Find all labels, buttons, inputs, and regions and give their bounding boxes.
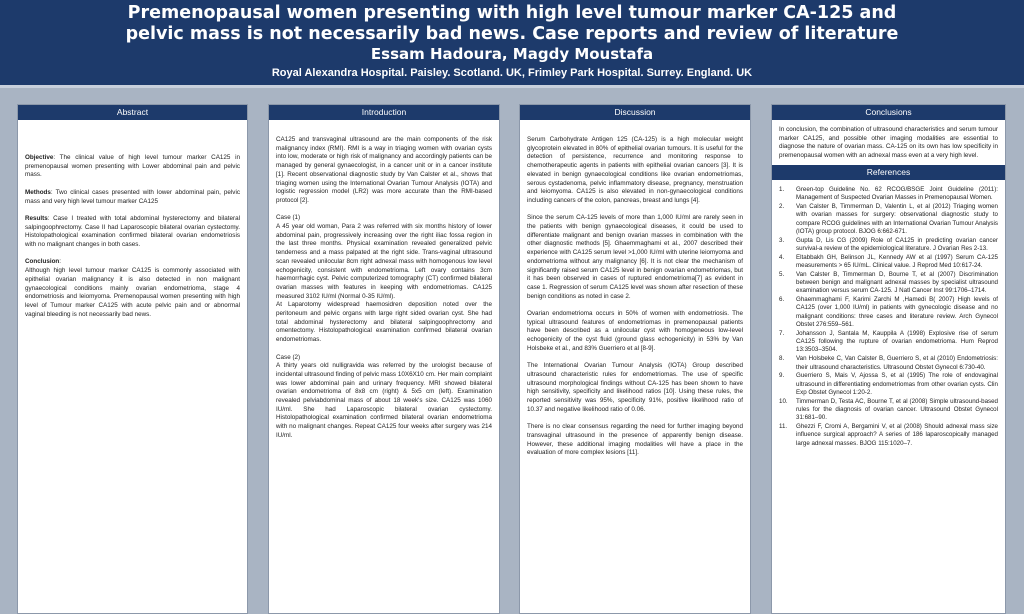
conclusion-text: Although high level tumour marker CA125 is commonly associated with epithelial ovarian malignancy it is also detected in non malignant gynaecological conditions mainly ovarian endometrioma, stage 4 endometriosis and leiomyoma. Premenopausal women presenting with high level of Tumour marker CA125 with acute pelvic pain and or abnormal vaginal bleeding is not necessarily bad news. bbox=[25, 267, 240, 318]
reference-number: 5. bbox=[779, 270, 785, 278]
reference-item bbox=[779, 296, 998, 329]
reference-text: Ghezzi F, Cromi A, Bergamini V, et al (2008) Should adnexal mass size influence surgical approach? A series of 186 laparoscopically managed large adnexal masses. BJOG 115:1020–7. bbox=[796, 423, 998, 447]
results-text: : Case I treated with total abdominal hysterectomy and bilateral salpingoophrectomy. Case II had Laparoscopic bilateral ovarian cystectomy. Histolopathological examination confirmed bilateral ovarian endometriosis with no malignant changes in both cases. bbox=[25, 214, 240, 248]
title-line-1: Premenopausal women presenting with high level tumour marker CA-125 and bbox=[127, 3, 897, 23]
results-label: Results bbox=[25, 214, 48, 222]
abstract-body bbox=[18, 120, 247, 319]
case1-title: Case (1) bbox=[276, 214, 301, 222]
abstract-results bbox=[25, 215, 240, 250]
conclusion-label: Conclusion bbox=[25, 258, 60, 266]
reference-number: 6. bbox=[779, 296, 785, 304]
reference-item bbox=[779, 355, 998, 372]
poster-title bbox=[0, 0, 1024, 45]
reference-item bbox=[779, 203, 998, 236]
reference-text: Ghaemmaghami F, Karimi Zarchi M ,Hamedi B( 2007) High levels of CA125 (over 1,000 IU/ml) in patients with gynecologic disease and no malignant conditions: three cases and literature review. Arch Gynecol Obstet 276:559–561. bbox=[796, 296, 998, 329]
reference-item bbox=[779, 372, 998, 397]
abstract-methods bbox=[25, 189, 240, 206]
reference-number: 4. bbox=[779, 253, 785, 261]
case1-text: A 45 year old woman, Para 2 was referred with six months history of lower abdominal pain, progressively increasing over the right iliac fossa region in the last three months. Physical examination revealed generalized pelvic tenderness and a mass palpated at the right side. Trans-vaginal ultrasound scan revealed unilocular 8cm right adnexal mass with homogenous low level echogenicity, consistent with endometrioma. Left ovary contains 3cm haemorrhagic cyst. Pelvic computerized tomography (CT) confirmed bilateral ovarian masses with features in keeping with endometriomas. CA125 measured 3102 IU/ml (Normal 0-35 IU/ml). bbox=[276, 223, 492, 300]
reference-number: 1. bbox=[779, 185, 785, 193]
reference-number: 10. bbox=[779, 397, 788, 405]
reference-text: Van Holsbeke C, Van Calster B, Guerriero S, et al (2010) Endometriosis: their ultrasound characteristics. Ultrasound Obstet Gynecol 6:730-40. bbox=[796, 355, 998, 371]
case2-text: A thirty years old nulligravida was referred by the urologist because of incidental ultrasound finding of pelvic mass 10X6X10 cm. Her main complaint was lower abdominal pain and urinary frequency. MRI showed bilateral ovarian endometrioma of 8x8 cm (right) & 5x5 cm (left). Examination revealed pelviabdominal mass of about 18 week's size. CA125 was 1060 IU/ml. She had Laparoscopic bilateral ovarian cystectomy. Histolopathological examination confirmed bilateral ovarian endometrioma with no malignant changes. Repeat CA125 four weeks after surgery was 214 IU/ml. bbox=[276, 362, 492, 439]
reference-item bbox=[779, 398, 998, 423]
reference-number: 11. bbox=[779, 423, 788, 431]
methods-label: Methods bbox=[25, 188, 51, 196]
reference-number: 3. bbox=[779, 236, 785, 244]
reference-text: Gupta D, Lis CG (2009) Role of CA125 in predicting ovarian cancer survival-a review of the epidemiological literature. J Ovarian Res 2-13. bbox=[796, 236, 998, 252]
reference-item bbox=[779, 237, 998, 254]
discussion-paragraph-2: Since the serum CA-125 levels of more than 1,000 IU/ml are rarely seen in the patients with benign gynaecological diseases, it could be used to differentiate malignant and benign ovarian masses in combination with the other diagnostic methods [5]. Ghaemmaghami et al., 2007 described their experience with CA125 serum level >1,000 IU/ml with uterine leiomyoma and endometrioma without any malignancy [6]. It is not clear the mechanism of significantly raised serum CA125 level in benign ovarian endometriomas, but it has been observed in cases of ruptured endometrioma[7] as evident in case 1. Regression of serum CA125 level was shown after resection of these benign conditions as noted in case 2. bbox=[527, 214, 743, 300]
reference-item bbox=[779, 254, 998, 271]
reference-item bbox=[779, 423, 998, 448]
discussion-paragraph-5: There is no clear consensus regarding the need for further imaging beyond transvaginal ultrasound in the presence of apparently benign disease. However, these additional imaging modalities will have a place in the evaluation of more complex lesions [11]. bbox=[527, 423, 743, 457]
case2-title: Case (2) bbox=[276, 353, 301, 361]
reference-item bbox=[779, 186, 998, 203]
discussion-panel bbox=[519, 104, 751, 614]
discussion-paragraph-4: The International Ovarian Tumour Analysis (IOTA) Group described ultrasound characteristic rules for endometriomas. The use of specific ultrasound morphological findings without CA-125 has been shown to have high sensitivity, specificity and likelihood ratios [10]. Using these rules, the reported sensitivity was 95%, specificity 91%, positive likelihood ratio of 10.37 and negative likelihood ratio of 0.06. bbox=[527, 362, 743, 413]
references-heading: References bbox=[772, 165, 1005, 180]
discussion-paragraph-3: Ovarian endometrioma occurs in 50% of women with endometriosis. The typical ultrasound features of endometriomas in premenopausal patients have been described as a unilocular cyst with homogeneous low-level echogenicity of the cyst fluid (ground glass echogenicity) in 53% by Van Holsbeke et al., and 83% Guerriero et al [8-9]. bbox=[527, 310, 743, 352]
reference-number: 9. bbox=[779, 372, 785, 380]
reference-text: Guerriero S, Mais V, Ajossa S, et al (1995) The role of endovaginal ultrasound in differentiating endometriomas from other ovarian cysts. Clin Exp Obstet Gynecol 1:20-2. bbox=[796, 372, 998, 396]
reference-text: Van Calster B, Timmerman D, Valentin L, et al (2012) Triaging women with ovarian masses for surgery: observational diagnostic study to compare RCOG guidelines with an International Ovarian Tumour Analysis (IOTA) group protocol. BJOG 6:662-671. bbox=[796, 202, 998, 235]
conclusions-body bbox=[772, 120, 1005, 161]
reference-item bbox=[779, 330, 998, 355]
objective-text: : The clinical value of high level tumour marker CA125 in premenopausal women presenting with Lower abdominal pain and pelvic mass. bbox=[25, 154, 240, 179]
reference-text: Van Calster B, Timmerman D, Bourne T, et al (2007) Discrimination between benign and malignant adnexal masses by specialist ultrasound examination versus serum CA-125. J Natl Cancer Inst 99:1706–1714. bbox=[796, 270, 998, 295]
reference-number: 8. bbox=[779, 355, 785, 363]
methods-text: : Two clinical cases presented with lower abdominal pain, pelvic mass and very high level tumour marker CA125 bbox=[25, 188, 240, 205]
discussion-body bbox=[520, 120, 750, 458]
conclusion-colon: : bbox=[59, 258, 62, 266]
case1-text-2: At Laparotomy widespread haemosidren deposition noted over the peritoneum and pelvic organs with large right sided ovarian cyst. She had total abdominal hysterectomy and bilateral salpingoophrectomy and omentectomy. Histolopathological examination confirmed bilateral ovarian endometriomas. bbox=[276, 301, 492, 344]
abstract-panel bbox=[17, 104, 248, 614]
authors: Essam Hadoura, Magdy Moustafa bbox=[370, 45, 654, 63]
abstract-conclusion bbox=[25, 258, 240, 319]
intro-paragraph: CA125 and transvaginal ultrasound are the main components of the risk malignancy index (RMI). RMI is a way in triaging women with ovarian cysts into low, moderate or high risk of malignancy and accordingly patients can be managed by general gynaecologist, in a cancer unit or in a cancer institute [1]. Recent observational diagnostic study by Van Calster et al., shows that triaging women using the International Ovarian Tumour Analysis (IOTA) and logistic regression model (LR2) was more accurate than the RMI-based protocol [2]. bbox=[276, 136, 492, 204]
reference-text: Johansson J, Santala M, Kauppila A (1998) Explosive rise of serum CA125 following the rupture of ovarian endometrioma. Hum Reprod 13:3503–3504. bbox=[796, 329, 998, 354]
poster-header bbox=[0, 0, 1024, 88]
affiliation: Royal Alexandra Hospital. Paisley. Scotland. UK, Frimley Park Hospital. Surrey. England. UK bbox=[271, 67, 753, 79]
introduction-heading: Introduction bbox=[269, 105, 499, 120]
reference-text: Green-top Guideline No. 62 RCOG/BSGE Joint Guideline (2011): Management of Suspected Ovarian Masses in Premenopausal Women. bbox=[796, 185, 998, 202]
introduction-body bbox=[269, 120, 499, 441]
conclusions-text: In conclusion, the combination of ultrasound characteristics and serum tumour marker CA125, and possible other imaging modalities are essential to diagnose the nature of ovarian mass. CA-125 on its own has low specificity in premenopausal women with an adnexal mass even at a very high level. bbox=[779, 126, 998, 160]
reference-item bbox=[779, 271, 998, 296]
conclusions-heading: Conclusions bbox=[772, 105, 1005, 120]
abstract-objective bbox=[25, 154, 240, 180]
discussion-heading: Discussion bbox=[520, 105, 750, 120]
objective-label: Objective bbox=[25, 154, 54, 161]
discussion-paragraph-1: Serum Carbohydrate Antigen 125 (CA-125) is a high molecular weight glycoprotein elevated in 80% of epithelial ovarian tumours. It is useful for the detection of persistence, recurrence and monitoring response to chemotherapeutic agents in patients with epithelial ovarian cancers [3]. It is elevated in benign gynaecological conditions like ovarian endometriomas, serous cystadenoma, pelvic inflammatory disease, pregnancy, menstruation and leiomyoma. CA125 is also elevated in non-gynaecological conditions including cancers of the colon, pancreas, breast and lungs [4]. bbox=[527, 136, 743, 204]
abstract-heading: Abstract bbox=[18, 105, 247, 120]
reference-number: 7. bbox=[779, 329, 785, 337]
title-line-2: pelvic mass is not necessarily bad news. Case reports and review of literature bbox=[125, 24, 899, 44]
reference-text: Timmerman D, Testa AC, Bourne T, et al (2008) Simple ultrasound-based rules for the diagnosis of ovarian cancer. Ultrasound Obstet Gynecol 31:681–90. bbox=[796, 397, 998, 422]
references-list bbox=[772, 180, 1005, 448]
introduction-panel bbox=[268, 104, 500, 614]
conclusions-panel bbox=[771, 104, 1006, 614]
reference-text: Eltabbakh GH, Belinson JL, Kennedy AW et al (1997) Serum CA-125 measurements > 65 IU/mL. Clinical value. J Reprod Med 10:617-24. bbox=[796, 253, 998, 269]
reference-number: 2. bbox=[779, 202, 785, 210]
